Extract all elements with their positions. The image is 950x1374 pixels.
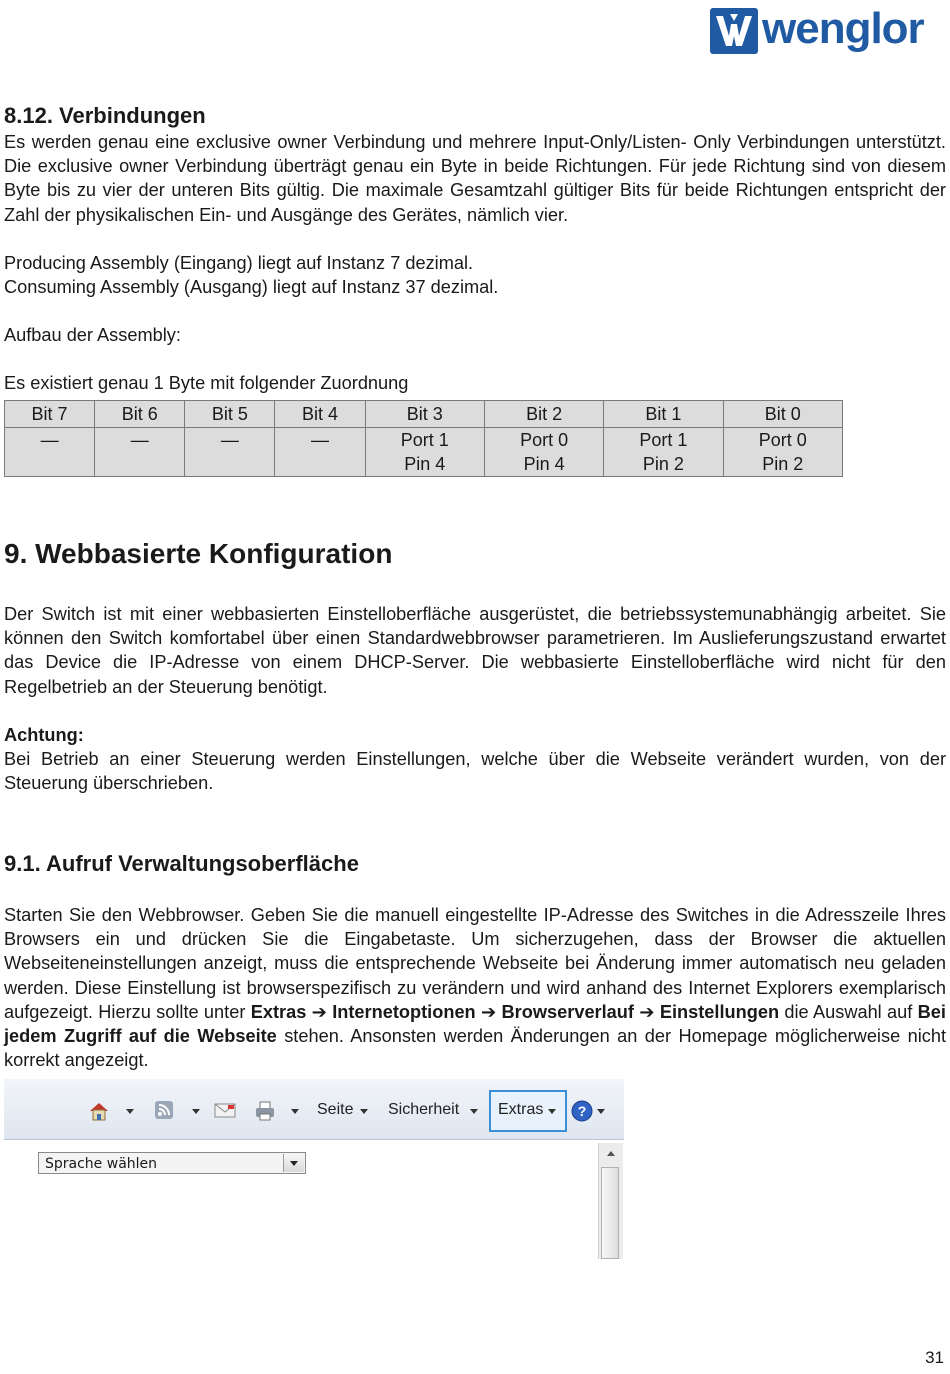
table-header-cell: Bit 5	[185, 401, 275, 428]
cell-line-2: Pin 2	[642, 454, 684, 474]
table-cell	[604, 428, 723, 477]
table-cell	[365, 428, 484, 477]
menu-path-einstellungen: Einstellungen	[659, 1001, 780, 1022]
browser-screenshot	[4, 1079, 624, 1259]
home-icon[interactable]	[88, 1100, 108, 1120]
wenglor-logo	[704, 6, 948, 56]
chevron-down-icon[interactable]	[283, 1154, 304, 1172]
table-cell	[95, 428, 185, 477]
menu-extras[interactable]: Extras	[498, 1101, 544, 1118]
section-heading-9: 9. Webbasierte Konfiguration	[4, 538, 393, 569]
cell-line-1: —	[220, 430, 239, 450]
text-run: Starten Sie den Webbrowser. Geben Sie die manuell eingestellte IP-Adresse des Switches in die Adresszeile Ihres Browsers ein und drücken Sie die Eingabetaste. Um sicherzugehen, dass der Browser die aktuellen Webseiteneinstellungen anzeigt, muss die entsprechende Webseite bei Änderung immer automatisch neu geladen werden. Diese Einstellung ist browserspezifisch zu verändern und wird anhand des Internet Explorers exemplarisch aufgezeigt. Hierzu sollte unter	[4, 905, 946, 1022]
help-icon[interactable]	[571, 1100, 591, 1120]
print-dropdown-icon[interactable]	[291, 1109, 299, 1114]
cell-line-2: Pin 4	[523, 454, 565, 474]
table-header-cell: Bit 6	[95, 401, 185, 428]
help-dropdown-icon[interactable]	[597, 1109, 605, 1114]
seite-dropdown-icon[interactable]	[360, 1109, 368, 1114]
cell-line-1: Port 1	[639, 430, 688, 450]
home-dropdown-icon[interactable]	[126, 1109, 134, 1114]
table-cell	[484, 428, 603, 477]
table-cell	[185, 428, 275, 477]
menu-path-internetoptionen: Internetoptionen	[332, 1001, 476, 1022]
table-cell	[5, 428, 95, 477]
logo-wordmark: wenglor	[762, 4, 924, 53]
aufbau-text: Aufbau der Assembly:	[4, 325, 181, 345]
arrow-glyph: ➔	[311, 1001, 327, 1022]
table-header-cell: Bit 2	[484, 401, 603, 428]
cell-line-1: —	[310, 430, 329, 450]
producing-assembly-text: Producing Assembly (Eingang) liegt auf Instanz 7 dezimal.	[4, 253, 474, 273]
extras-dropdown-icon[interactable]	[548, 1109, 556, 1114]
cell-line-2: Pin 2	[762, 454, 804, 474]
cell-line-1: Port 1	[400, 430, 449, 450]
paragraph-webbasierte: Der Switch ist mit einer webbasierten Einstelloberfläche ausgerüstet, die betriebssystemunabhängig arbeitet. Sie können den Switch komfortabel über einen Standardwebbrowser parametrieren. Im Auslieferungszustand erwartet das Device die IP-Adresse von einem DHCP-Server. Die webbasierte Einstelloberfläche wird nicht für den Regelbetrieb an der Steuerung benötigt.	[4, 604, 946, 697]
cell-line-1: —	[40, 430, 59, 450]
scroll-thumb[interactable]	[601, 1167, 619, 1259]
attention-text: Bei Betrieb an einer Steuerung werden Einstellungen, welche über die Webseite verändert wurden, von der Steuerung überschrieben.	[4, 749, 946, 794]
mail-icon[interactable]	[214, 1100, 234, 1120]
text-run: stehen. Ansonsten werden Änderungen an der Homepage möglicherweise nicht korrekt angezeigt.	[4, 1026, 946, 1071]
section-heading-8-12: 8.12. Verbindungen	[4, 103, 206, 128]
table-header-cell: Bit 3	[365, 401, 484, 428]
menu-seite[interactable]: Seite	[317, 1101, 354, 1118]
consuming-assembly-text: Consuming Assembly (Ausgang) liegt auf Instanz 37 dezimal.	[4, 277, 499, 297]
browser-toolbar	[4, 1079, 624, 1140]
svg-text:?: ?	[577, 1103, 587, 1119]
table-header-cell: Bit 1	[604, 401, 723, 428]
menu-path-extras: Extras	[250, 1001, 307, 1022]
paragraph-verbindungen: Es werden genau eine exclusive owner Verbindung und mehrere Input-Only/Listen- Only Verbindungen unterstützt. Die exclusive owner Verbindung überträgt genau ein Byte in beide Richtungen. Für jede Richtung sind von diesem Byte bis zu vier der unteren Bits gültig. Die maximale Gesamtzahl gültiger Bits für beide Richtungen entspricht der Zahl der physikalischen Ein- und Ausgänge des Gerätes, nämlich vier.	[4, 132, 946, 225]
section-heading-9-1: 9.1. Aufruf Verwaltungsoberfläche	[4, 851, 359, 876]
language-select-value: Sprache wählen	[45, 1156, 158, 1172]
table-row	[5, 428, 843, 477]
table-header-row	[5, 401, 843, 428]
cell-line-1: —	[130, 430, 149, 450]
table-caption: Es existiert genau 1 Byte mit folgender Zuordnung	[4, 373, 409, 393]
bit-assignment-table	[4, 400, 843, 477]
menu-sicherheit[interactable]: Sicherheit	[388, 1101, 460, 1118]
print-icon[interactable]	[254, 1100, 274, 1120]
language-select[interactable]	[38, 1152, 306, 1174]
feeds-icon[interactable]	[154, 1100, 174, 1120]
arrow-glyph: ➔	[639, 1001, 655, 1022]
scroll-up-icon[interactable]	[607, 1151, 615, 1156]
bold-choice: Bei jedem Zugriff auf die Webseite	[4, 1001, 946, 1047]
table-header-cell: Bit 4	[275, 401, 365, 428]
feeds-dropdown-icon[interactable]	[192, 1109, 200, 1114]
logo-mark-icon	[710, 8, 758, 54]
table-cell	[275, 428, 365, 477]
table-cell	[723, 428, 842, 477]
scrollbar[interactable]	[598, 1143, 623, 1259]
cell-line-1: Port 0	[520, 430, 569, 450]
page-number: 31	[925, 1348, 944, 1367]
cell-line-2: Pin 4	[404, 454, 446, 474]
attention-label: Achtung:	[4, 725, 84, 745]
table-header-cell: Bit 0	[723, 401, 842, 428]
text-run: die Auswahl auf	[779, 1001, 918, 1022]
paragraph-aufruf	[4, 903, 946, 1072]
table-header-cell: Bit 7	[5, 401, 95, 428]
sicherheit-dropdown-icon[interactable]	[470, 1109, 478, 1114]
arrow-glyph: ➔	[480, 1001, 497, 1022]
cell-line-1: Port 0	[758, 430, 807, 450]
menu-path-browserverlauf: Browserverlauf	[501, 1001, 634, 1022]
